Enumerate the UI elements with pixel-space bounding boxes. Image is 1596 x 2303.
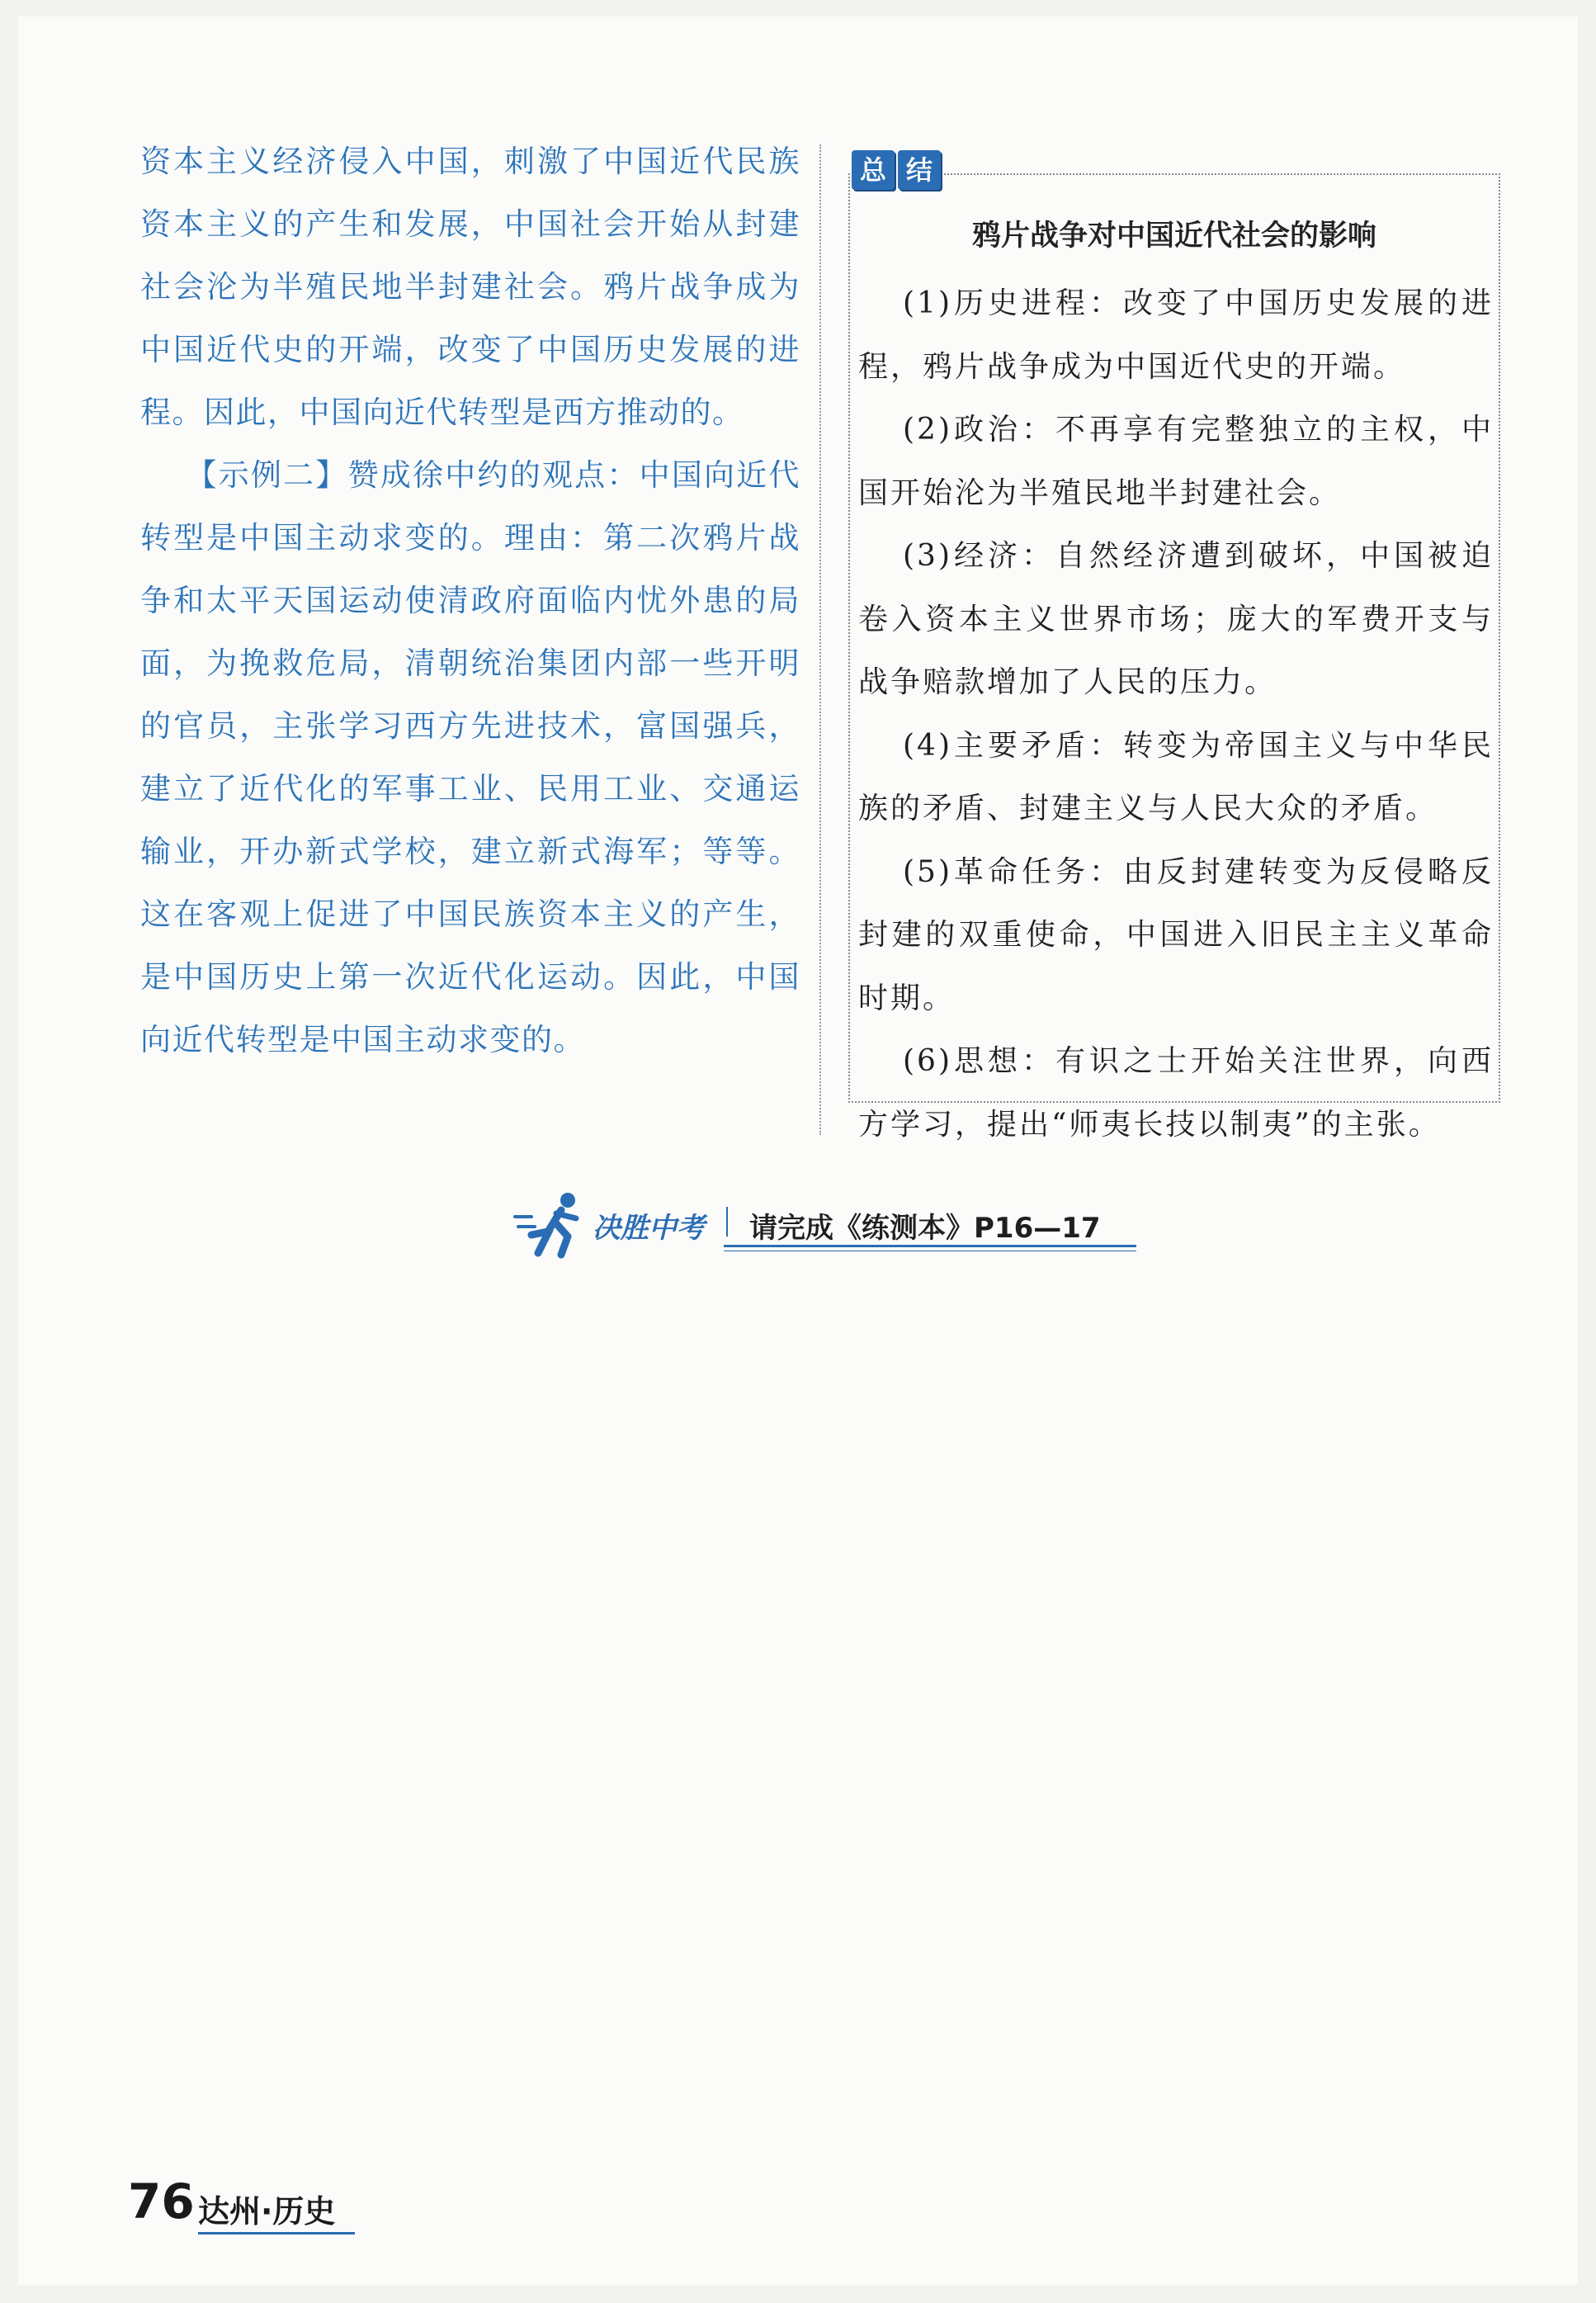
footer-underline <box>198 2232 355 2234</box>
summary-item: (4)主要矛盾：转变为帝国主义与中华民族的矛盾、封建主义与人民大众的矛盾。 <box>858 728 1494 825</box>
summary-item: (2)政治：不再享有完整独立的主权，中国开始沦为半殖民地半封建社会。 <box>858 413 1494 510</box>
column-divider <box>819 144 821 1135</box>
banner-separator <box>726 1207 728 1237</box>
banner-label: 决胜中考 <box>593 1212 705 1245</box>
page-number: 76 <box>128 2173 195 2230</box>
footer-title: 达州·历史 <box>198 2193 336 2230</box>
left-paragraph-2: 【示例二】赞成徐中约的观点：中国向近代转型是中国主动求变的。理由：第二次鸦片战争和太平天国运动使清政府面临内忧外患的局面，为挽救危局，清朝统治集团内部一些开明的官员，主张学习西方先进技术，富国强兵，建立了近代化的军事工业、民用工业、交通运输业，开办新式学校，建立新式海军；等等。这在客观上促进了中国民族资本主义的产生，是中国历史上第一次近代化运动。因此，中国向近代转型是中国主动求变的。 <box>140 457 800 1057</box>
summary-tag-char-2: 结 <box>898 150 941 190</box>
summary-item: (3)经济：自然经济遭到破坏，中国被迫卷入资本主义世界市场；庞大的军费开支与战争赔款增加了人民的压力。 <box>858 539 1494 699</box>
summary-tag <box>852 150 941 190</box>
banner-text: 请完成《练测本》P16—17 <box>749 1212 1101 1245</box>
summary-tag-char-1: 总 <box>852 150 895 190</box>
summary-item: (5)革命任务：由反封建转变为反侵略反封建的双重使命，中国进入旧民主主义革命时期。 <box>858 854 1494 1015</box>
summary-title: 鸦片战争对中国近代社会的影响 <box>971 220 1376 253</box>
left-paragraph-1: 资本主义经济侵入中国，刺激了中国近代民族资本主义的产生和发展，中国社会开始从封建社会沦为半殖民地半封建社会。鸦片战争成为中国近代史的开端，改变了中国历史发展的进程。因此，中国向近代转型是西方推动的。 <box>140 144 800 430</box>
runner-icon <box>513 1189 596 1263</box>
banner-underline <box>724 1245 1136 1247</box>
left-column <box>140 130 800 1071</box>
summary-item: (1)历史进程：改变了中国历史发展的进程，鸦片战争成为中国近代史的开端。 <box>858 286 1494 384</box>
summary-body <box>858 272 1494 1156</box>
exam-banner <box>513 1189 1124 1263</box>
summary-item: (6)思想：有识之士开始关注世界，向西方学习，提出“师夷长技以制夷”的主张。 <box>858 1044 1494 1142</box>
